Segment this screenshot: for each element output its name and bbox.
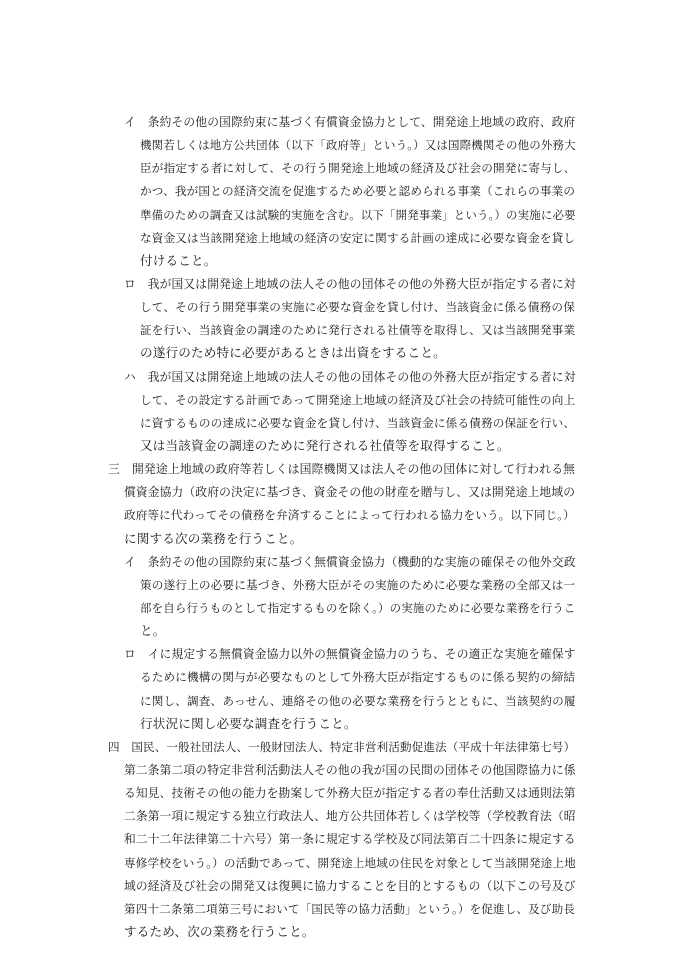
clause-i-line-2: 機関若しくは地方公共団体（以下「政府等」という。）又は国際機関その他の外務大 (140, 138, 576, 153)
item-3-clause-i-line-1: イ 条約その他の国際約束に基づく無償資金協力（機動的な実施の確保その他外交政 (124, 554, 576, 569)
item-3-clause-ro-line-1: ロ イに規定する無償資金協力以外の無償資金協力のうち、その適正な実施を確保す (124, 647, 576, 662)
item-4-line-5: 和二十二年法律第二十六号）第一条に規定する学校及び同法第百二十四条に規定する (124, 832, 576, 847)
item-3-line-2: 償資金協力（政府の決定に基づき、資金その他の財産を贈与し、又は開発途上地域の (124, 485, 576, 500)
item-4-line-1: 四 国民、一般社団法人、一般財団法人、特定非営利活動促進法（平成十年法律第七号） (108, 739, 576, 754)
clause-ro-line-1: ロ 我が国又は開発途上地域の法人その他の団体その他の外務大臣が指定する者に対 (124, 277, 576, 291)
clause-i-line-3: 臣が指定する者に対して、その行う開発途上地域の経済及び社会の開発に寄与し、 (140, 161, 576, 176)
clause-i-line-1: イ 条約その他の国際約束に基づく有償資金協力として、開発途上地域の政府、政府 (124, 115, 576, 129)
clause-ro-line-3: 証を行い、当該資金の調達のために発行される社債等を取得し、又は当該開発事業 (140, 323, 576, 338)
clause-ha-line-4: 又は当該資金の調達のために発行される社債等を取得すること。 (140, 438, 510, 453)
clause-i-line-5: 準備のための調査又は試験的実施を含む。以下「開発事業」という。）の実施に必要 (140, 207, 576, 222)
item-3-clause-i-line-2: 策の遂行上の必要に基づき、外務大臣がその実施のために必要な業務の全部又は一 (140, 577, 576, 592)
item-3-line-4: に関する次の業務を行うこと。 (124, 530, 303, 546)
clause-i-line-7: 付けること。 (140, 252, 217, 268)
item-4-line-8: 第四十二条第二項第三号において「国民等の協力活動」という。）を促進し、及び助長 (124, 901, 576, 916)
clause-ha-line-2: して、その設定する計画であって開発途上地域の経済及び社会の持続可能性の向上 (140, 392, 576, 407)
item-3-clause-ro-line-3: に関し、調査、あっせん、連絡その他の必要な業務を行うとともに、当該契約の履 (140, 693, 576, 708)
item-3-clause-i-line-4: と。 (140, 623, 166, 639)
item-4-line-9: するため、次の業務を行うこと。 (124, 924, 315, 939)
clause-ha-line-1: ハ 我が国又は開発途上地域の法人その他の団体その他の外務大臣が指定する者に対 (124, 369, 576, 384)
item-3-clause-ro-line-4: 行状況に関し必要な調査を行うこと。 (140, 715, 357, 731)
item-3-line-1: 三 開発途上地域の政府等若しくは国際機関又は法人その他の団体に対して行われる無 (108, 462, 576, 477)
item-3-clause-ro-line-2: るために機構の関与が必要なものとして外務大臣が指定するものに係る契約の締結 (140, 670, 576, 685)
item-4-line-6: 専修学校をいう。）の活動であって、開発途上地域の住民を対象として当該開発途上地 (124, 855, 576, 870)
item-4-line-2: 第二条第二項の特定非営利活動法人その他の我が国の民間の団体その他国際協力に係 (124, 763, 576, 777)
item-4-line-4: 二条第一項に規定する独立行政法人、地方公共団体若しくは学校等（学校教育法（昭 (124, 809, 576, 824)
item-4-line-3: る知見、技術その他の能力を勘案して外務大臣が指定する者の奉仕活動又は通則法第 (124, 786, 576, 801)
clause-ro-line-2: して、その行う開発事業の実施に必要な資金を貸し付け、当該資金に係る債務の保 (140, 300, 575, 315)
clause-ro-line-4: の遂行のため特に必要があるときは出資をすること。 (140, 345, 446, 361)
item-4-line-7: 域の経済及び社会の開発又は復興に協力することを目的とするもの（以下この号及び (124, 878, 576, 893)
item-3-line-3: 政府等に代わってその債務を弁済することによって行われる協力をいう。以下同じ。） (124, 508, 575, 523)
clause-i-line-4: かつ、我が国との経済交流を促進するため必要と認められる事業（これらの事業の (140, 184, 576, 199)
clause-i-line-6: な資金又は当該開発途上地域の経済の安定に関する計画の達成に必要な資金を貸し (140, 230, 576, 245)
item-3-clause-i-line-3: 部を自ら行うものとして指定するものを除く。）の実施のために必要な業務を行うこ (140, 601, 576, 615)
clause-ha-line-3: に資するものの達成に必要な資金を貸し付け、当該資金に係る債務の保証を行い、 (140, 415, 576, 430)
